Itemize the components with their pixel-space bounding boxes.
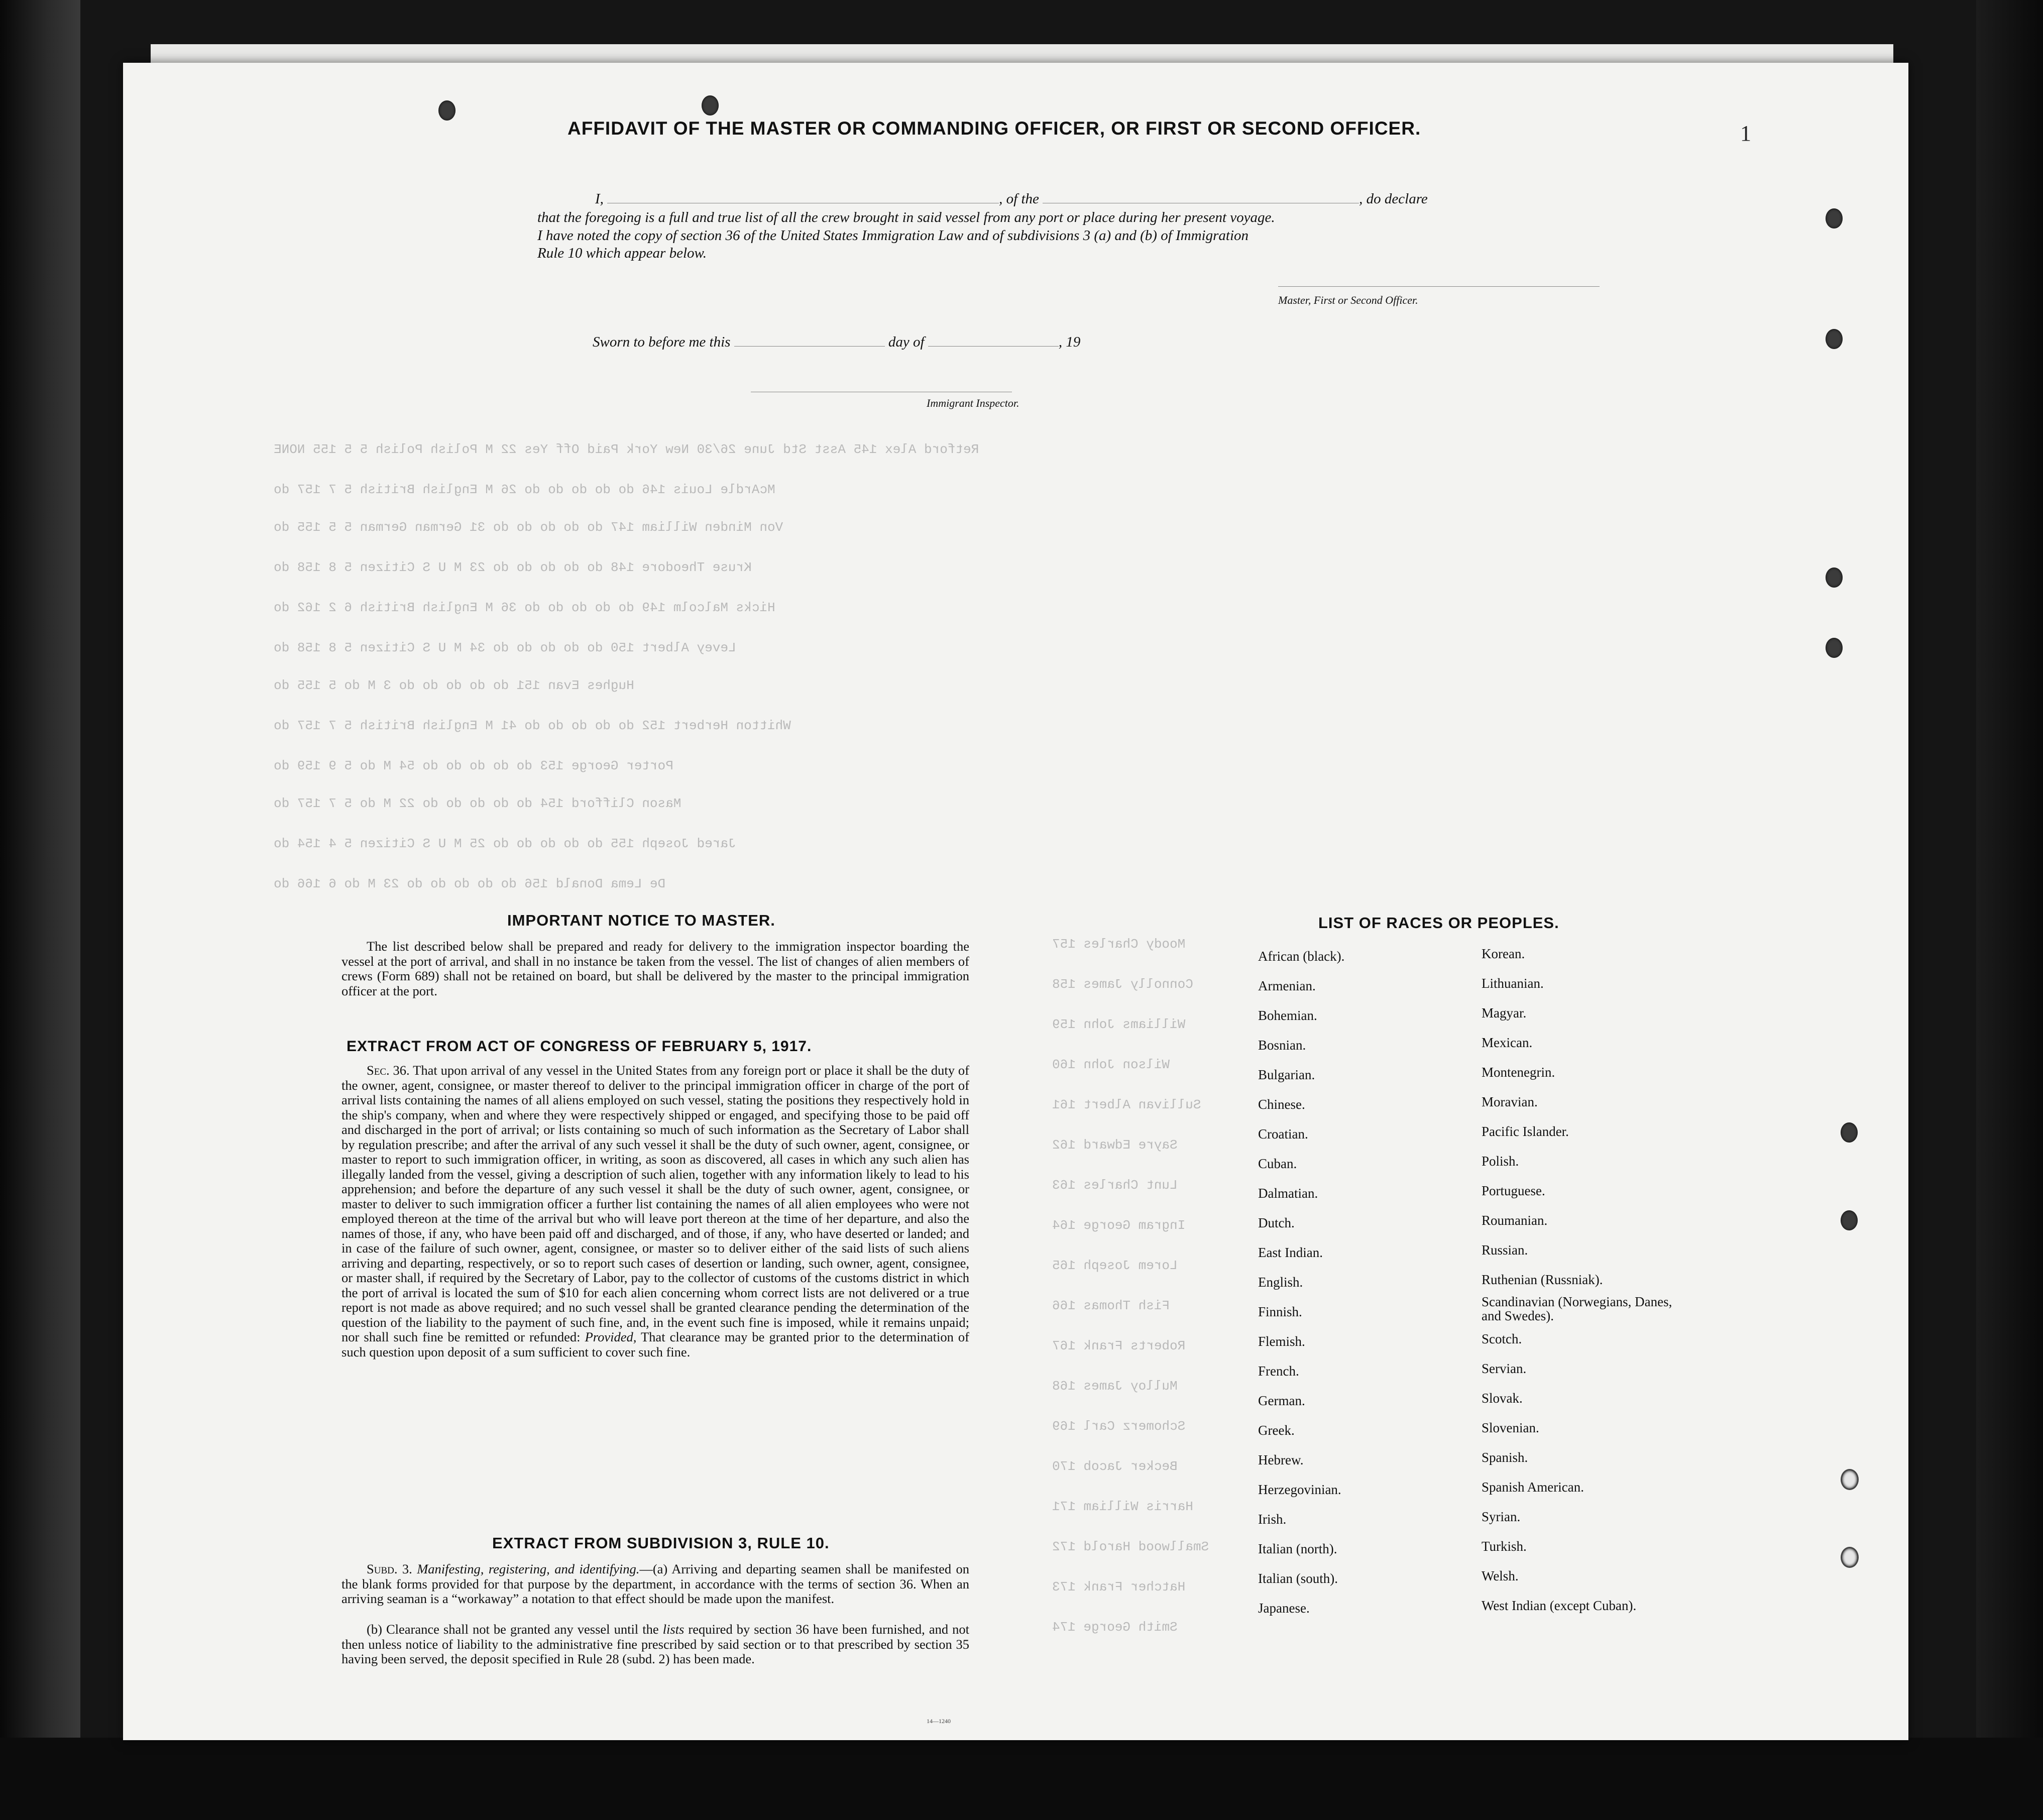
bleed-through-row: Hatcher Frank 173 (1052, 1579, 1186, 1595)
punch-hole-icon (1841, 1210, 1858, 1230)
inspector-label: Immigrant Inspector. (927, 397, 1019, 409)
race-item: Mexican. (1482, 1035, 1533, 1050)
race-item: Hebrew. (1258, 1452, 1304, 1467)
race-item: Slovak. (1482, 1391, 1523, 1406)
punch-hole-icon (1826, 638, 1843, 658)
bleed-through-row: Moody Charles 157 (1052, 937, 1186, 952)
bleed-through-row: Kruse Theodore 148 do do do do do 23 M U S Citizen 5 8 158 do (274, 560, 752, 575)
race-item: Turkish. (1482, 1539, 1527, 1554)
bleed-through-row: Whitton Herbert 152 do do do do do 41 M English British 5 7 157 do (274, 718, 791, 733)
act-extract-title: EXTRACT FROM ACT OF CONGRESS OF FEBRUARY 5, 1917. (347, 1038, 812, 1055)
race-item: Pacific Islander. (1482, 1124, 1569, 1139)
punch-hole-icon (438, 100, 456, 121)
subd-label: Subd. 3. (367, 1561, 412, 1576)
bleed-through-row: Smallwood Harold 172 (1052, 1539, 1209, 1554)
bleed-through-row: McArdle Louis 146 do do do do do 26 M English British 5 7 157 do (274, 482, 775, 497)
race-item: Servian. (1482, 1361, 1527, 1376)
bleed-through-row: De Lema Donald 156 do do do do do 23 M do 6 166 do (274, 876, 666, 891)
races-title: LIST OF RACES OR PEOPLES. (1318, 914, 1559, 932)
race-item: West Indian (except Cuban). (1482, 1598, 1637, 1613)
bleed-through-row: Fish Thomas 166 (1052, 1298, 1170, 1313)
race-item: Croatian. (1258, 1126, 1308, 1142)
subd-b-text: required by section 36 have been furnished, and not then unless notice of liability to the administrative fine prescribed by said section or to that prescribed by section 35 having been served, the deposit specified in Rule 28 (subd. 2) has been made. (342, 1622, 969, 1666)
race-item: French. (1258, 1363, 1299, 1379)
bleed-through-row: Lunt Charles 163 (1052, 1178, 1178, 1193)
races-right-column (1482, 939, 1687, 1621)
affidavit-line-1 (595, 191, 1428, 207)
bleed-through-row: Roberts Frank 167 (1052, 1338, 1186, 1353)
section-label: Sec. 36. (367, 1063, 410, 1078)
race-item: Spanish American. (1482, 1480, 1584, 1495)
bleed-through-row: Jared Joseph 155 do do do do do 25 M U S Citizen 5 4 154 do (274, 836, 736, 851)
form-number: 14—1240 (927, 1718, 951, 1725)
bleed-through-row: Schomerz Carl 169 (1052, 1419, 1186, 1434)
race-item: Scandinavian (Norwegians, Danes, and Swedes). (1482, 1294, 1672, 1323)
race-item: Herzegovinian. (1258, 1482, 1341, 1497)
races-left-column (1258, 942, 1344, 1623)
film-frame-right (1976, 0, 2043, 1820)
punch-hole-icon (1826, 329, 1843, 349)
manifest-page (123, 63, 1908, 1740)
notice-text: The list described below shall be prepared and ready for delivery to the immigration inspector boarding the vessel at the port of arrival, and shall in no instance be taken from the vessel. The list of changes of alien members of crews (Form 689) shall not be retained on board, but shall be delivered by the master to the principal immigration officer at the port. (342, 939, 969, 998)
race-item: Bosnian. (1258, 1038, 1306, 1053)
race-item: Greek. (1258, 1423, 1295, 1438)
race-item: Bulgarian. (1258, 1067, 1315, 1082)
race-item: Japanese. (1258, 1601, 1310, 1616)
affidavit-line-2: that the foregoing is a full and true list of all the crew brought in said vessel from any port or place during her present voyage. (537, 209, 1275, 225)
race-item: Slovenian. (1482, 1420, 1539, 1435)
race-item: Spanish. (1482, 1450, 1528, 1465)
affidavit-line-3: I have noted the copy of section 36 of the United States Immigration Law and of subdivisions 3 (a) and (b) of Immigration (537, 228, 1249, 244)
race-item: Moravian. (1482, 1094, 1538, 1109)
race-item: Magyar. (1482, 1005, 1527, 1020)
subd-b-lists: lists (662, 1622, 685, 1637)
race-item: Korean. (1482, 946, 1525, 961)
subd-italic: Manifesting, registering, and identifying. (417, 1561, 640, 1576)
act-extract-text (342, 1063, 969, 1359)
bleed-through-row: Von Minden William 147 do do do do do 31 German German 5 5 155 do (274, 520, 783, 535)
affidavit-of-the: , of the (999, 191, 1039, 207)
punch-hole-icon (1841, 1547, 1859, 1568)
bleed-through-row: Porter George 153 do do do do do 54 M do 5 9 159 do (274, 758, 673, 773)
day-of-label: day of (888, 334, 925, 350)
race-item: English. (1258, 1275, 1303, 1290)
bleed-through-row: Mulloy James 168 (1052, 1379, 1178, 1394)
race-item: Flemish. (1258, 1334, 1305, 1349)
race-item: Dutch. (1258, 1215, 1295, 1230)
bleed-through-row: Retford Alex 145 Asst Std June 26/30 New York Paid Off Yes 22 M Polish Polish 5 5 155 NONE (274, 442, 979, 457)
bleed-through-row: Williams John 159 (1052, 1017, 1186, 1032)
bleed-through-row: Hughes Evan 151 do do do do do 3 M do 5 155 do (274, 678, 634, 693)
sworn-month-blank (928, 334, 1059, 347)
bleed-through-row: Smith George 174 (1052, 1620, 1178, 1635)
section-text-end: That clearance may be granted prior to the determination of such question upon deposit of a sum sufficient to cover such fine. (342, 1329, 970, 1359)
race-item: Armenian. (1258, 978, 1316, 993)
page-number: 1 (1740, 121, 1751, 146)
race-item: East Indian. (1258, 1245, 1323, 1260)
race-item: Syrian. (1482, 1509, 1521, 1524)
provided-word: Provided, (585, 1329, 637, 1344)
race-item: Irish. (1258, 1512, 1287, 1527)
race-item: Polish. (1482, 1154, 1519, 1169)
affidavit-line-4: Rule 10 which appear below. (537, 245, 707, 261)
signature-line (1278, 286, 1600, 287)
bleed-through-row: Connolly James 158 (1052, 977, 1193, 992)
bleed-through-row: Mason Clifford 154 do do do do do 22 M do 5 7 157 do (274, 796, 682, 811)
race-item: Welsh. (1482, 1568, 1519, 1583)
race-item: African (black). (1258, 949, 1345, 964)
bleed-through-row: Levey Albert 150 do do do do do 34 M U S Citizen 5 8 158 do (274, 640, 736, 655)
race-item: Montenegrin. (1482, 1065, 1555, 1080)
film-frame-left (0, 0, 80, 1820)
race-item: Italian (north). (1258, 1541, 1337, 1556)
race-item: Roumanian. (1482, 1213, 1548, 1228)
race-item: German. (1258, 1393, 1305, 1408)
notice-title: IMPORTANT NOTICE TO MASTER. (507, 912, 775, 929)
punch-hole-icon (1841, 1469, 1859, 1490)
master-name-blank (607, 191, 999, 203)
sworn-label: Sworn to before me this (593, 334, 731, 350)
bleed-through-row: Sayre Edward 162 (1052, 1138, 1178, 1153)
race-item: Russian. (1482, 1242, 1528, 1258)
affidavit-i: I, (595, 191, 604, 207)
race-item: Italian (south). (1258, 1571, 1338, 1586)
sworn-day-blank (734, 334, 885, 347)
race-item: Dalmatian. (1258, 1186, 1318, 1201)
bleed-through-row: Becker Jacob 170 (1052, 1459, 1178, 1474)
punch-hole-icon (1841, 1122, 1858, 1143)
section-text: That upon arrival of any vessel in the United States from any foreign port or place it shall be the duty of the owner, agent, consignee, or master thereof to deliver to the principal immigration officer in charge of the port of arrival lists containing the names of all aliens employed on such vessel, stating the positions they respectively hold in the ship's company, when and where they were respectively shipped or engaged, and specifying those to be paid off and discharged in the port of arrival; or lists containing so much of such information as the Secretary of Labor shall by regulation prescribe; and after the arrival of any such vessel it shall be the duty of such owner, agent, consignee, or master to report to such immigration officer, in writing, as soon as discovered, all cases in which any such alien has illegally landed from the vessel, giving a description of such alien, together with any information likely to lead to his apprehension; and before the departure of any such vessel it shall be the duty of such owner, agent, consignee, or master to deliver to such immigration officer a further list containing the names of all alien employees who were not employed thereon at the time of the arrival but who will leave port thereon at the time of her departure, and also the names of those, if any, who have been paid off and discharged, and of those, if any, who have deserted or landed; and in case of the failure of such owner, agent, consignee, or master so to deliver either of the said lists of such aliens arriving and departing, respectively, or so to report such cases of desertion or landing, such owner, agent, consignee, or master shall, if required by the Secretary of Labor, pay to the collector of customs of the customs district in which the port of arrival is located the sum of $10 for each alien concerning whom correct lists are not delivered or a true report is not made as above required; and no such vessel shall be granted clearance pending the determination of the question of the liability to the payment of such fine, and, in the event such fine is imposed, while it remains unpaid; nor shall such fine be remitted or refunded: (342, 1063, 969, 1344)
race-item: Finnish. (1258, 1304, 1302, 1319)
race-item: Ruthenian (Russniak). (1482, 1272, 1603, 1287)
race-item: Bohemian. (1258, 1008, 1317, 1023)
bleed-through-row: Hicks Malcolm 149 do do do do do 36 M English British 6 2 162 do (274, 600, 775, 615)
year-prefix: , 19 (1058, 334, 1081, 350)
subd-a-text: —(a) Arriving and departing seamen shall be manifested on the blank forms provided for that purpose by the department, in accordance with the terms of section 36. When an arriving seaman is a “workaway” a notation to that effect should be made upon the manifest. (342, 1561, 970, 1606)
vessel-name-blank (1043, 191, 1359, 203)
punch-hole-icon (702, 95, 719, 116)
underlying-page-edge (151, 44, 1893, 64)
signature-label: Master, First or Second Officer. (1278, 294, 1418, 306)
race-item: Cuban. (1258, 1156, 1297, 1171)
bleed-through-row: Wilson John 160 (1052, 1057, 1170, 1072)
affidavit-declare: , do declare (1359, 191, 1428, 207)
rule-extract-a (342, 1562, 969, 1607)
film-frame-bottom (0, 1738, 2043, 1820)
subd-b-prefix: (b) Clearance shall not be granted any vessel until the (367, 1622, 659, 1637)
affidavit-title: AFFIDAVIT OF THE MASTER OR COMMANDING OFFICER, OR FIRST OR SECOND OFFICER. (567, 118, 1421, 139)
bleed-through-row: Lorem Joseph 165 (1052, 1258, 1178, 1273)
race-item: Lithuanian. (1482, 976, 1544, 991)
bleed-through-row: Harris William 171 (1052, 1499, 1193, 1514)
punch-hole-icon (1826, 208, 1843, 229)
rule-extract-title: EXTRACT FROM SUBDIVISION 3, RULE 10. (492, 1534, 830, 1552)
punch-hole-icon (1826, 567, 1843, 588)
rule-extract-b (342, 1622, 969, 1667)
bleed-through-row: Sullivan Albert 161 (1052, 1097, 1201, 1112)
race-item: Scotch. (1482, 1331, 1522, 1346)
race-item: Portuguese. (1482, 1183, 1545, 1198)
race-item: Chinese. (1258, 1097, 1305, 1112)
bleed-through-row: Ingram George 164 (1052, 1218, 1186, 1233)
sworn-line (593, 334, 1080, 351)
